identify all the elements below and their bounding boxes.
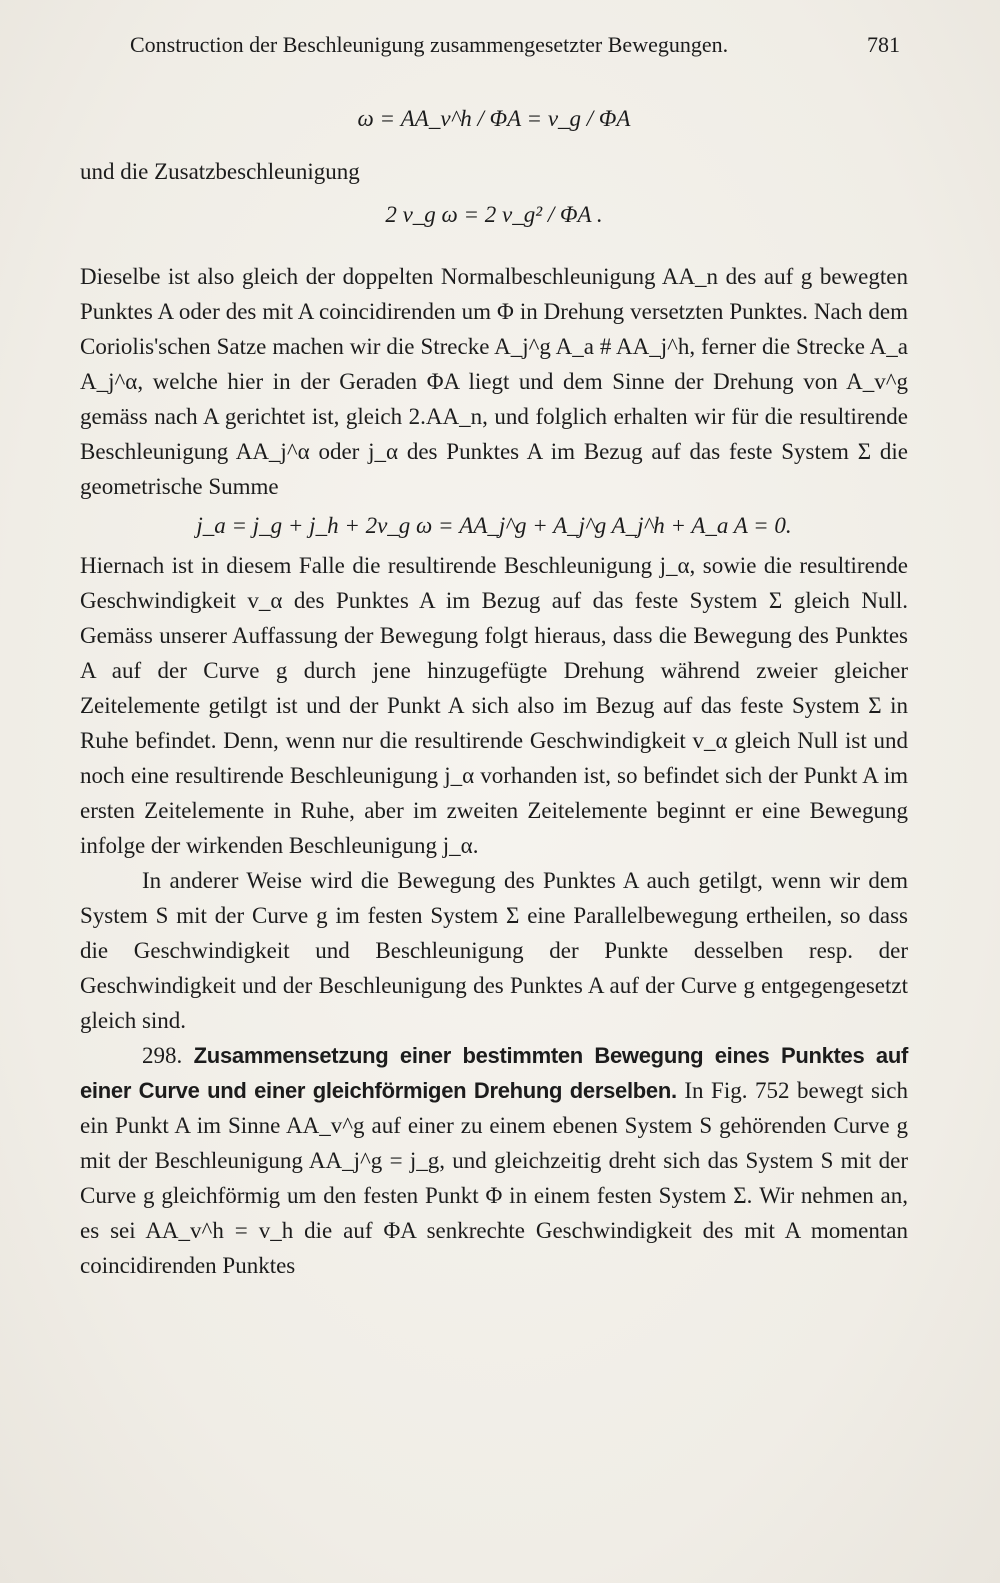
section-number: 298. xyxy=(142,1043,183,1068)
page-number: 781 xyxy=(867,32,900,57)
section-heading: Zusammensetzung einer bestimmten Bewegung eines Punktes auf einer Curve und einer gleichförmigen Drehung derselben. xyxy=(80,1043,908,1103)
equation-omega: ω = AA_v^h / ΦA = v_g / ΦA xyxy=(357,106,631,131)
equation-geometric-sum: j_a = j_g + j_h + 2v_g ω = AA_j^g + A_j^g A_j^h + A_a A = 0. xyxy=(196,513,792,538)
equation-zusatzbeschleunigung: 2 v_g ω = 2 v_g² / ΦA . xyxy=(385,202,603,227)
page-body xyxy=(80,84,908,1283)
section-body: In Fig. 752 bewegt sich ein Punkt A im Sinne AA_v^g auf einer zu einem ebenen System S gehörenden Curve g mit der Beschleunigung AA_j^g = j_g, und gleichzeitig dreht sich das System S mit der Curve g gleichförmig um den festen Punkt Φ in einem festen System Σ. Wir nehmen an, es sei AA_v^h = v_h die auf ΦA senkrechte Geschwindigkeit des mit A momentan coincidirenden Punktes xyxy=(80,1078,909,1278)
running-header xyxy=(130,32,900,58)
paragraph-normalbeschleunigung: Dieselbe ist also gleich der doppelten Normalbeschleunigung AA_n des auf g bewegten Punktes A oder des mit A coincidirenden um Φ in Drehung versetzten Punktes. Nach dem Coriolis'schen Satze machen wir die Strecke A_j^g A_a # AA_j^h, ferner die Strecke A_a A_j^α, welche hier in der Geraden ΦA liegt und dem Sinne der Drehung von A_v^g gemäss nach A gerichtet ist, gleich 2.AA_n, und folglich erhalten wir für die resultirende Beschleunigung AA_j^α oder j_α des Punktes A im Bezug auf das feste System Σ die geometrische Summe xyxy=(80,264,908,499)
paragraph-zusatz-intro: und die Zusatzbeschleunigung xyxy=(80,159,360,184)
paragraph-parallelbewegung: In anderer Weise wird die Bewegung des Punktes A auch getilgt, wenn wir dem System S mit der Curve g im festen System Σ eine Parallelbewegung ertheilen, so dass die Geschwindigkeit und Beschleunigung der Punkte desselben resp. der Geschwindigkeit und der Beschleunigung des Punktes A auf der Curve g entgegengesetzt gleich sind. xyxy=(80,868,908,1033)
header-title: Construction der Beschleunigung zusammengesetzter Bewegungen. xyxy=(130,32,729,57)
paragraph-hiernach: Hiernach ist in diesem Falle die resultirende Beschleunigung j_α, sowie die resultirende Geschwindigkeit v_α des Punktes A im Bezug auf das feste System Σ gleich Null. Gemäss unserer Auffassung der Bewegung folgt hieraus, dass die Bewegung des Punktes A auf der Curve g durch jene hinzugefügte Drehung während zweier gleicher Zeitelemente getilgt ist und der Punkt A sich also im Bezug auf das feste System Σ in Ruhe befindet. Denn, wenn nur die resultirende Geschwindigkeit v_α gleich Null ist und noch eine resultirende Beschleunigung j_α vorhanden ist, so befindet sich der Punkt A im ersten Zeitelemente in Ruhe, aber im zweiten Zeitelemente beginnt er eine Bewegung infolge der wirkenden Beschleunigung j_α. xyxy=(80,553,908,858)
section-298 xyxy=(80,1038,908,1283)
